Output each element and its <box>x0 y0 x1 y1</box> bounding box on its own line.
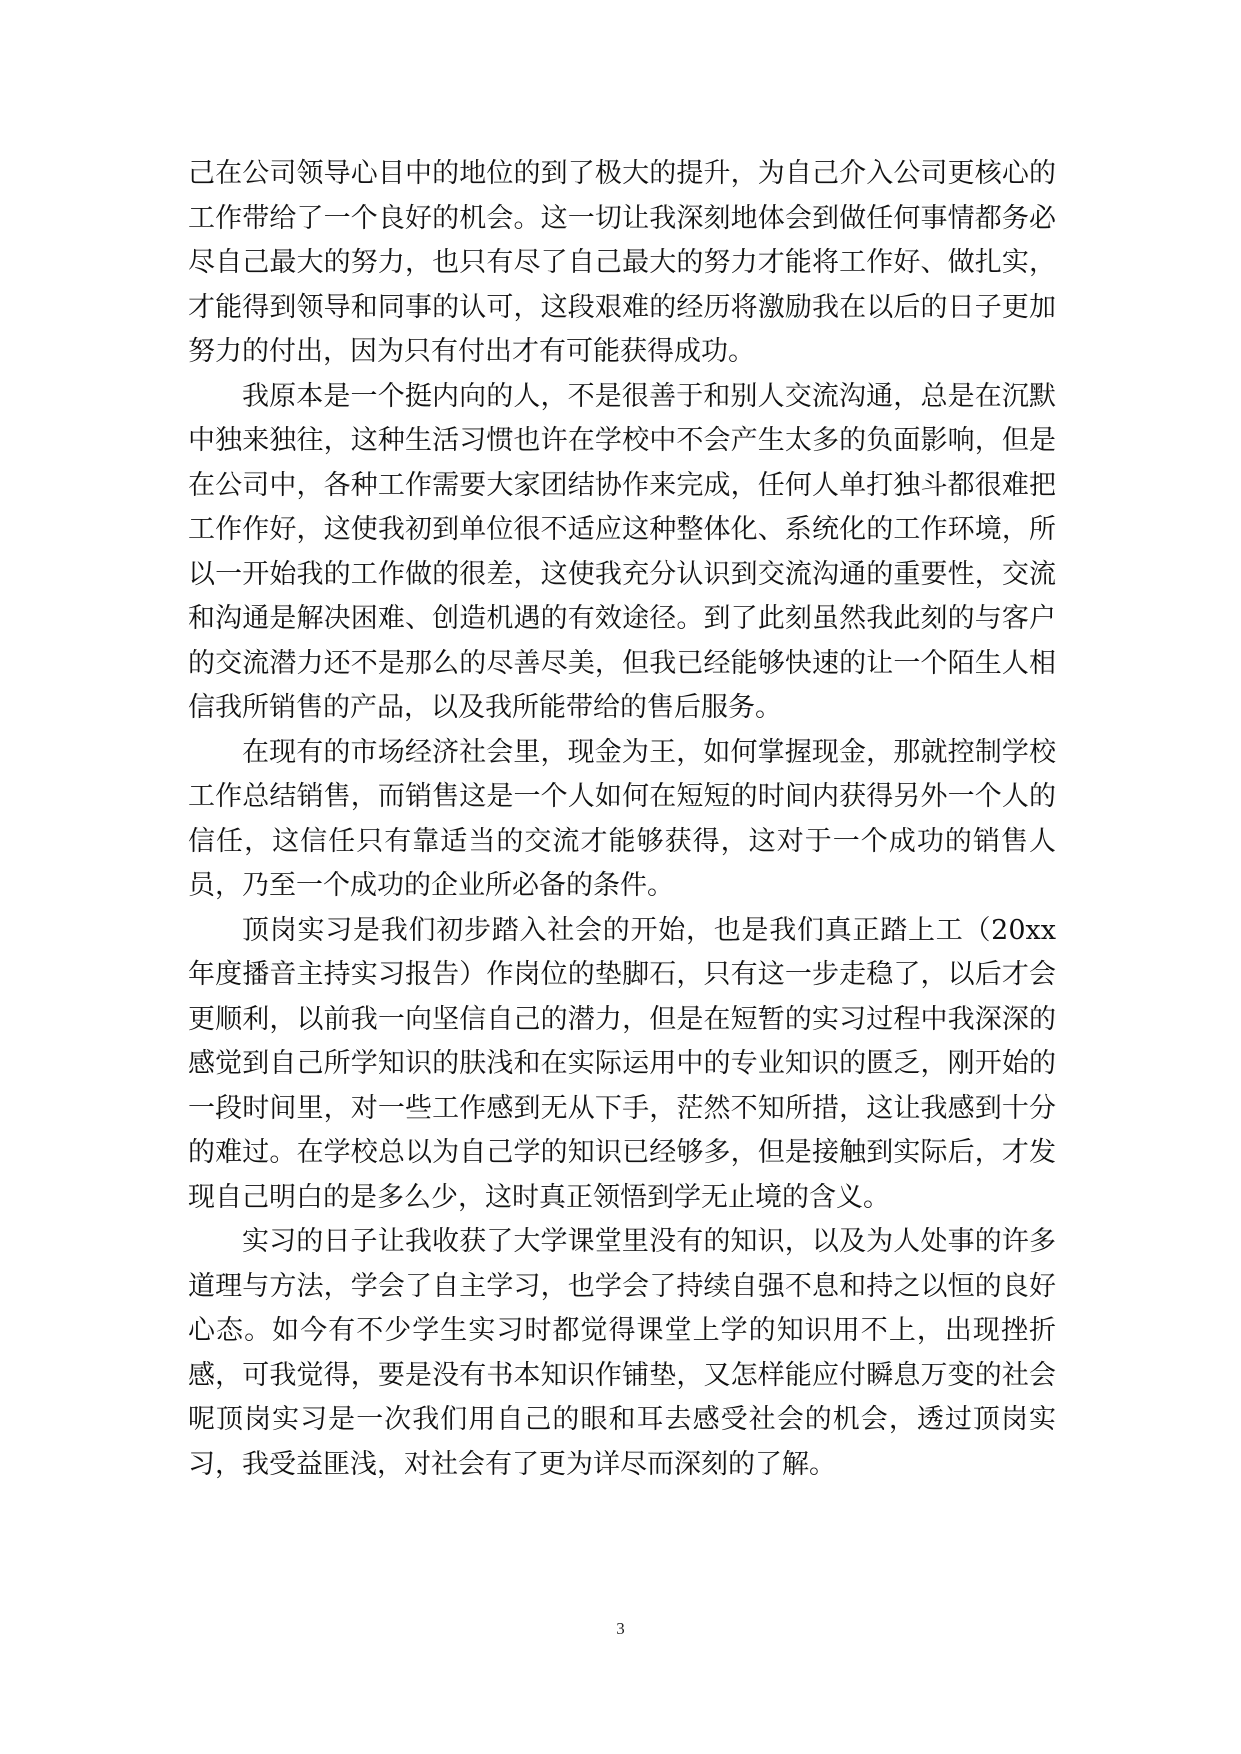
paragraph-4: 顶岗实习是我们初步踏入社会的开始，也是我们真正踏上工（20xx年度播音主持实习报告）作岗位的垫脚石，只有这一步走稳了，以后才会更顺利，以前我一向坚信自己的潜力，但是在短暂的实习过程中我深深的感觉到自己所学知识的肤浅和在实际运用中的专业知识的匮乏，刚开始的一段时间里，对一些工作感到无从下手，茫然不知所措，这让我感到十分的难过。在学校总以为自己学的知识已经够多，但是接触到实际后，才发现自己明白的是多么少，这时真正领悟到学无止境的含义。 <box>188 914 1056 1213</box>
document-body <box>188 152 1056 1487</box>
page-number: 3 <box>616 1619 625 1638</box>
paragraph-3: 在现有的市场经济社会里，现金为王，如何掌握现金，那就控制学校工作总结销售，而销售这是一个人如何在短短的时间内获得另外一个人的信任，这信任只有靠适当的交流才能够获得，这对于一个成功的销售人员，乃至一个成功的企业所必备的条件。 <box>188 736 1056 901</box>
paragraph-2: 我原本是一个挺内向的人，不是很善于和别人交流沟通，总是在沉默中独来独往，这种生活习惯也许在学校中不会产生太多的负面影响，但是在公司中，各种工作需要大家团结协作来完成，任何人单打独斗都很难把工作作好，这使我初到单位很不适应这种整体化、系统化的工作环境，所以一开始我的工作做的很差，这使我充分认识到交流沟通的重要性，交流和沟通是解决困难、创造机遇的有效途径。到了此刻虽然我此刻的与客户的交流潜力还不是那么的尽善尽美，但我已经能够快速的让一个陌生人相信我所销售的产品，以及我所能带给的售后服务。 <box>188 380 1056 723</box>
paragraph-5: 实习的日子让我收获了大学课堂里没有的知识，以及为人处事的许多道理与方法，学会了自主学习，也学会了持续自强不息和持之以恒的良好心态。如今有不少学生实习时都觉得课堂上学的知识用不上，出现挫折感，可我觉得，要是没有书本知识作铺垫，又怎样能应付瞬息万变的社会呢顶岗实习是一次我们用自己的眼和耳去感受社会的机会，透过顶岗实习，我受益匪浅，对社会有了更为详尽而深刻的了解。 <box>188 1226 1056 1480</box>
paragraph-1: 己在公司领导心目中的地位的到了极大的提升，为自己介入公司更核心的工作带给了一个良好的机会。这一切让我深刻地体会到做任何事情都务必尽自己最大的努力，也只有尽了自己最大的努力才能将工作好、做扎实，才能得到领导和同事的认可，这段艰难的经历将激励我在以后的日子更加努力的付出，因为只有付出才有可能获得成功。 <box>188 158 1056 367</box>
